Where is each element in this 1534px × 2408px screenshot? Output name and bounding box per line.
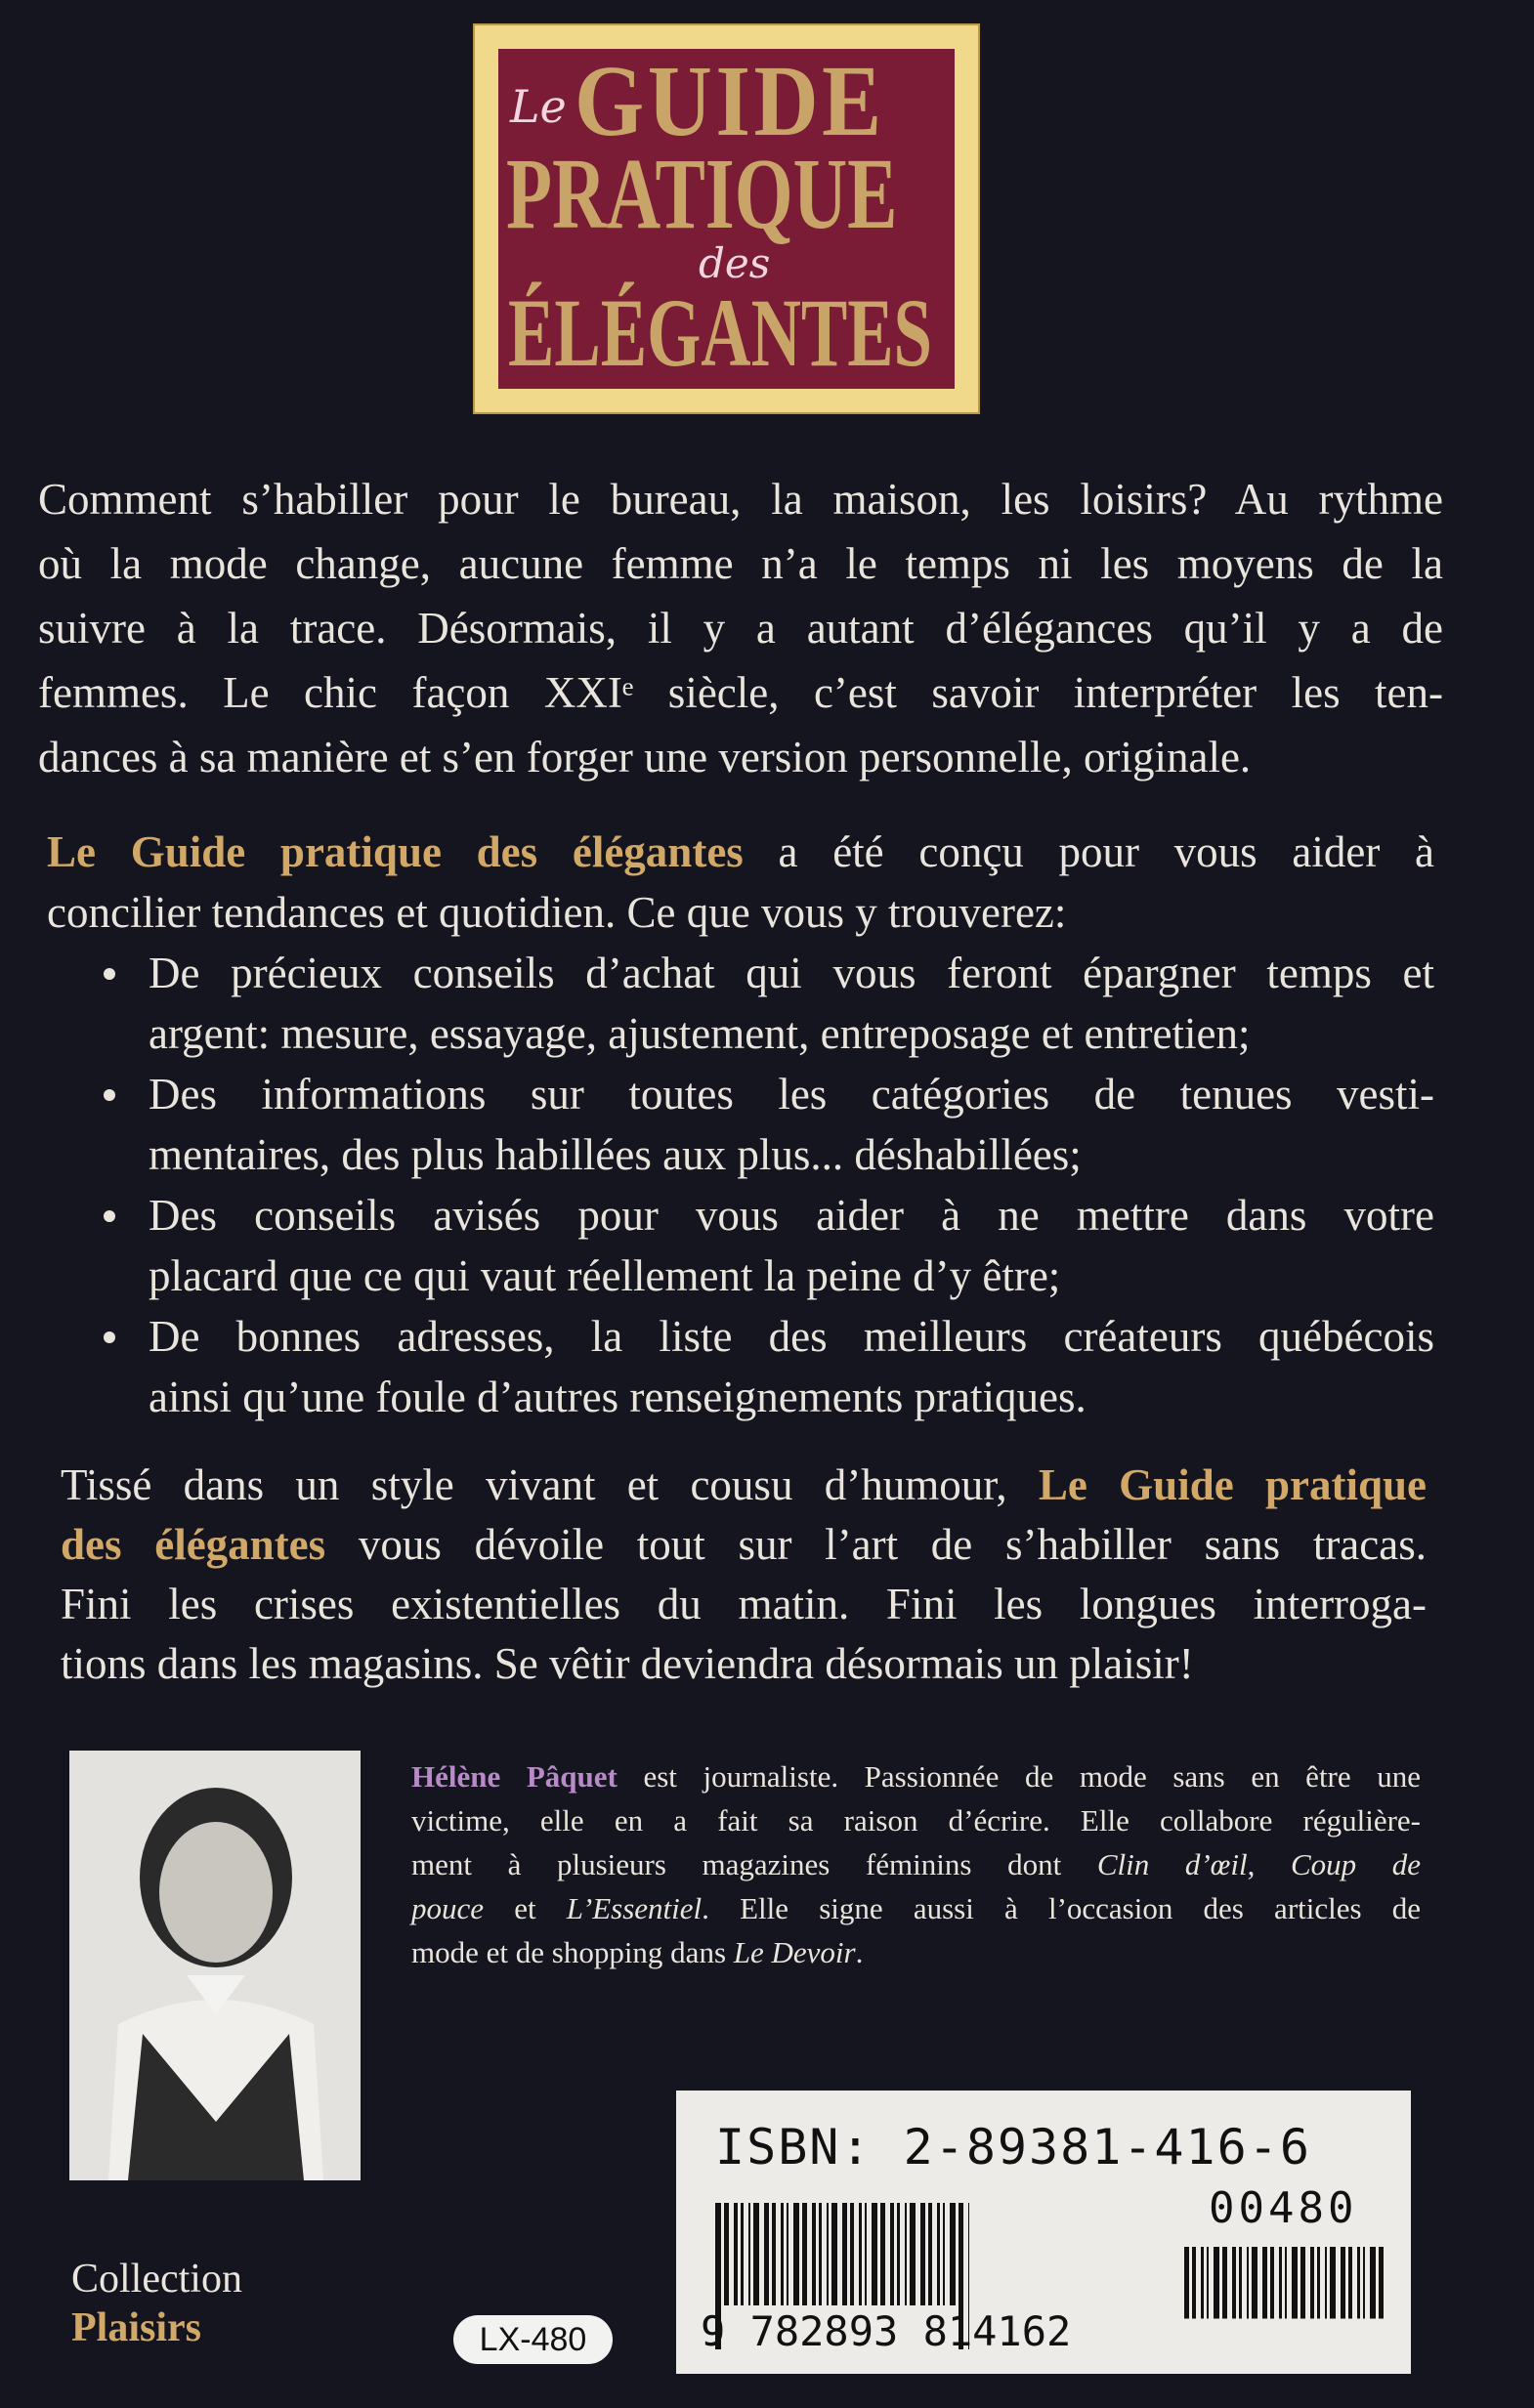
- barcode-bar: [943, 2203, 945, 2305]
- text-segment: Tissé dans un style vivant et cousu d’humour,: [61, 1460, 1039, 1509]
- barcode-bar: [905, 2203, 907, 2305]
- barcode-bar: [787, 2203, 788, 2305]
- price-barcode: [1184, 2247, 1389, 2349]
- barcode-bar: [1330, 2247, 1336, 2319]
- text-segment: Des conseils avisés pour vous aider à ne mettre dans votre: [149, 1191, 1434, 1240]
- text-segment: placard que ce qui vaut réellement la peine d’y être;: [149, 1251, 1061, 1300]
- text-segment: Comment s’habiller pour le bureau, la maison, les loisirs? Au rythme: [38, 475, 1443, 524]
- barcode-bar: [1292, 2247, 1298, 2319]
- text-line: [38, 596, 1443, 660]
- book-title-emphasis: des élégantes: [61, 1520, 326, 1569]
- barcode-bar: [1247, 2247, 1249, 2319]
- text-segment: victime, elle en a fait sa raison d’écrire. Elle collabore régulière-: [411, 1803, 1421, 1838]
- cover-title-plate: [473, 23, 980, 414]
- text-segment: dances à sa manière et s’en forger une version personnelle, originale.: [38, 733, 1252, 782]
- barcode-bar: [1270, 2247, 1274, 2319]
- collection-text: Collection: [71, 2257, 242, 2302]
- barcode-bar: [1239, 2247, 1242, 2319]
- text-segment: argent: mesure, essayage, ajustement, entreposage et entretien;: [149, 1009, 1251, 1058]
- barcode-bar: [880, 2203, 885, 2305]
- barcode-bar: [1285, 2247, 1287, 2319]
- barcode-bar: [950, 2203, 956, 2305]
- text-line: [47, 882, 1434, 943]
- barcode-bar: [1232, 2247, 1236, 2319]
- text-line: [411, 1886, 1421, 1930]
- barcode-bar: [748, 2203, 750, 2305]
- title-le: Le: [510, 80, 567, 133]
- list-item: [47, 1306, 1434, 1427]
- text-line: [149, 1124, 1434, 1185]
- barcode-bar: [928, 2203, 932, 2305]
- barcode-bar: [1262, 2247, 1267, 2319]
- price-code: 00480: [1209, 2183, 1358, 2233]
- text-segment: ment à plusieurs magazines féminins dont: [411, 1847, 1097, 1881]
- text-segment: .: [855, 1935, 864, 1969]
- text-line: [411, 1930, 1421, 1974]
- text-line: [61, 1634, 1427, 1694]
- barcode-bar: [793, 2203, 799, 2305]
- text-segment: où la mode change, aucune femme n’a le temps ni les moyens de la: [38, 539, 1443, 588]
- text-line: [61, 1515, 1427, 1575]
- barcode-bar: [1192, 2247, 1196, 2319]
- barcode-bar: [764, 2203, 769, 2305]
- text-line: [149, 1246, 1434, 1306]
- intro-paragraph: [38, 467, 1443, 789]
- text-segment: concilier tendances et quotidien. Ce que vous y trouverez:: [47, 888, 1067, 937]
- book-title-emphasis: Le Guide pratique des élégantes: [47, 827, 744, 876]
- text-segment: Fini les crises existentielles du matin. Fini les longues interroga-: [61, 1580, 1427, 1628]
- text-segment: femmes. Le chic façon XXIᵉ siècle, c’est savoir interpréter les ten-: [38, 668, 1443, 717]
- collection-name: Plaisirs: [71, 2305, 201, 2350]
- closing-paragraph: [61, 1456, 1427, 1694]
- publication-name: Coup de: [1290, 1847, 1422, 1881]
- feature-list: [47, 943, 1434, 1427]
- collection-label: [71, 2255, 242, 2352]
- barcode-bar: [842, 2203, 847, 2305]
- barcode-bar: [865, 2203, 867, 2305]
- text-segment: ,: [1247, 1847, 1291, 1881]
- title-plate-inner: [498, 49, 955, 389]
- text-segment: a été conçu pour vous aider à: [743, 827, 1434, 876]
- barcode-bar: [920, 2203, 925, 2305]
- text-segment: ainsi qu’une foule d’autres renseignements pratiques.: [149, 1373, 1087, 1421]
- text-line: [149, 1367, 1434, 1427]
- barcode-bar: [1341, 2247, 1345, 2319]
- bullet-icon: [104, 1210, 115, 1222]
- text-line: [149, 1185, 1434, 1246]
- barcode-bar: [734, 2203, 738, 2305]
- bullet-icon: [104, 1331, 115, 1343]
- barcode-bar: [1207, 2247, 1209, 2319]
- text-line: [411, 1842, 1421, 1886]
- barcode-bar: [1222, 2247, 1227, 2319]
- text-segment: . Elle signe aussi à l’occasion des articles de: [702, 1891, 1422, 1925]
- barcode-bar: [1300, 2247, 1305, 2319]
- barcode-bar: [937, 2203, 940, 2305]
- text-segment: De précieux conseils d’achat qui vous feront épargner temps et: [149, 949, 1434, 997]
- barcode-bar: [890, 2203, 894, 2305]
- publication-name: Clin d’œil: [1096, 1847, 1248, 1881]
- barcode-bar: [827, 2203, 829, 2305]
- barcode-bar: [1325, 2247, 1327, 2319]
- guide-paragraph: [47, 822, 1434, 943]
- text-line: [149, 943, 1434, 1003]
- barcode-bar: [910, 2203, 916, 2305]
- barcode-bar: [802, 2203, 807, 2305]
- barcode-bar: [1317, 2247, 1320, 2319]
- publication-name: Le Devoir: [733, 1935, 856, 1969]
- barcode-bar: [741, 2203, 744, 2305]
- bullet-icon: [104, 968, 115, 980]
- barcode-bar: [772, 2203, 776, 2305]
- text-line: [38, 725, 1443, 789]
- text-line: [149, 1306, 1434, 1367]
- title-des: des: [699, 239, 771, 287]
- barcode-bar: [1357, 2247, 1360, 2319]
- barcode-bar: [724, 2203, 729, 2305]
- barcode-bar: [1214, 2247, 1219, 2319]
- barcode-bar: [1310, 2247, 1314, 2319]
- barcode-bar: [872, 2203, 877, 2305]
- text-segment: De bonnes adresses, la liste des meilleurs créateurs québécois: [149, 1312, 1434, 1361]
- author-name: Hélène Pâquet: [411, 1759, 618, 1794]
- book-title-emphasis: Le Guide pratique: [1038, 1460, 1427, 1509]
- text-line: [411, 1754, 1421, 1798]
- author-portrait-image: [69, 1751, 361, 2180]
- barcode-bar: [812, 2203, 816, 2305]
- author-photo: [69, 1751, 361, 2180]
- list-item: [47, 1064, 1434, 1185]
- product-code-badge: LX-480: [453, 2315, 613, 2364]
- text-segment: Des informations sur toutes les catégories de tenues vesti-: [149, 1070, 1434, 1119]
- barcode-bar: [819, 2203, 822, 2305]
- text-line: [61, 1575, 1427, 1634]
- barcode-bar: [897, 2203, 900, 2305]
- barcode-bar: [850, 2203, 854, 2305]
- text-line: [47, 822, 1434, 882]
- text-segment: mentaires, des plus habillées aux plus... déshabillées;: [149, 1130, 1082, 1179]
- barcode-bar: [1252, 2247, 1257, 2319]
- text-line: [149, 1003, 1434, 1064]
- barcode-bar: [1201, 2247, 1204, 2319]
- title-guide: GUIDE: [575, 49, 885, 157]
- text-segment: vous dévoile tout sur l’art de s’habiller sans tracas.: [325, 1520, 1427, 1569]
- title-elegantes: ÉLÉGANTES: [508, 278, 933, 387]
- list-item: [47, 1185, 1434, 1306]
- publication-name: pouce: [411, 1891, 485, 1925]
- text-segment: mode et de shopping dans: [411, 1935, 734, 1969]
- text-line: [38, 467, 1443, 531]
- text-segment: et: [484, 1891, 567, 1925]
- barcode-bar: [1370, 2247, 1376, 2319]
- ean-number: 9 782893 814162: [701, 2307, 1072, 2355]
- barcode-bar: [1279, 2247, 1282, 2319]
- text-line: [149, 1064, 1434, 1124]
- isbn-number: ISBN: 2-89381-416-6: [715, 2119, 1311, 2176]
- barcode-bar: [1184, 2247, 1189, 2319]
- text-line: [38, 531, 1443, 596]
- list-item: [47, 943, 1434, 1064]
- text-segment: est journaliste. Passionnée de mode sans en être une: [617, 1759, 1421, 1794]
- barcode-bar: [1363, 2247, 1365, 2319]
- barcode-bar: [1379, 2247, 1384, 2319]
- barcode-label: [676, 2091, 1411, 2374]
- text-line: [38, 660, 1443, 725]
- title-pratique: PRATIQUE: [506, 138, 898, 250]
- bullet-icon: [104, 1089, 115, 1101]
- barcode-bar: [1348, 2247, 1352, 2319]
- barcode-bar: [753, 2203, 759, 2305]
- author-bio: [411, 1754, 1421, 1974]
- barcode-bar: [781, 2203, 784, 2305]
- text-line: [411, 1798, 1421, 1842]
- barcode-bar: [859, 2203, 862, 2305]
- barcode-bar: [831, 2203, 837, 2305]
- text-segment: tions dans les magasins. Se vêtir deviendra désormais un plaisir!: [61, 1639, 1194, 1688]
- text-line: [61, 1456, 1427, 1515]
- publication-name: L’Essentiel: [566, 1891, 703, 1925]
- text-segment: suivre à la trace. Désormais, il y a autant d’élégances qu’il y a de: [38, 604, 1443, 653]
